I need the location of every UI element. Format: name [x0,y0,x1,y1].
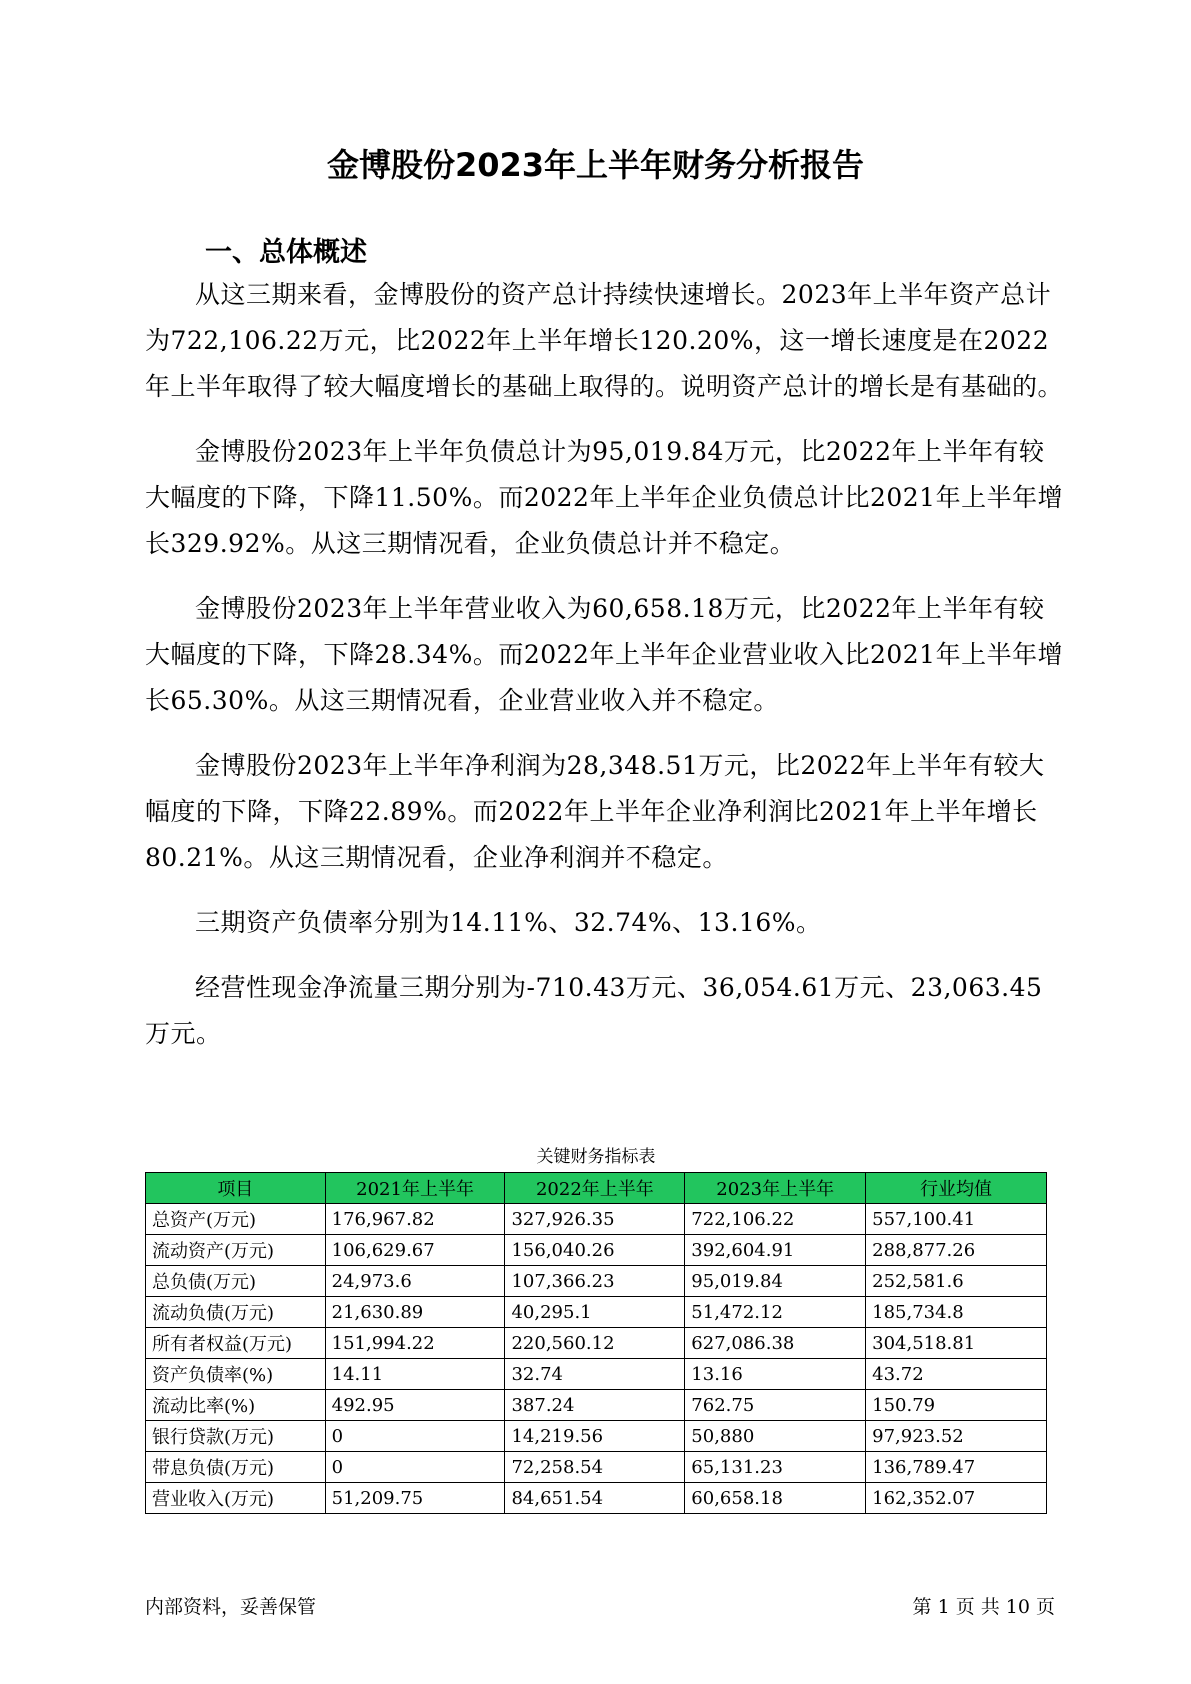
table-row [146,1483,1047,1514]
cell: 32.74 [505,1359,685,1390]
cell: 304,518.81 [866,1328,1047,1359]
cell: 387.24 [505,1390,685,1421]
cell: 722,106.22 [685,1204,866,1235]
cell: 14.11 [325,1359,505,1390]
cell: 72,258.54 [505,1452,685,1483]
cell: 50,880 [685,1421,866,1452]
table-header-row [146,1173,1047,1204]
cell: 627,086.38 [685,1328,866,1359]
cell: 0 [325,1421,505,1452]
cell: 107,366.23 [505,1266,685,1297]
paragraph-net-profit: 金博股份2023年上半年净利润为28,348.51万元，比2022年上半年有较大幅度的下降，下降22.89%。而2022年上半年企业净利润比2021年上半年增长80.21%。从这三期情况看，企业净利润并不稳定。 [145,751,1045,872]
table-row [146,1452,1047,1483]
cell: 392,604.91 [685,1235,866,1266]
section-heading: 一、总体概述 [205,237,367,268]
cell: 所有者权益(万元) [146,1328,326,1359]
cell: 150.79 [866,1390,1047,1421]
cell: 51,209.75 [325,1483,505,1514]
cell: 51,472.12 [685,1297,866,1328]
header-2023h1: 2023年上半年 [685,1173,866,1204]
cell: 185,734.8 [866,1297,1047,1328]
cell: 136,789.47 [866,1452,1047,1483]
cell: 327,926.35 [505,1204,685,1235]
paragraph-cash-flow: 经营性现金净流量三期分别为-710.43万元、36,054.61万元、23,063.45万元。 [145,973,1043,1048]
cell: 557,100.41 [866,1204,1047,1235]
cell: 176,967.82 [325,1204,505,1235]
cell: 40,295.1 [505,1297,685,1328]
header-industry-average: 行业均值 [866,1173,1047,1204]
cell: 492.95 [325,1390,505,1421]
footer-page-number: 第 1 页 共 10 页 [912,1596,1055,1618]
cell: 13.16 [685,1359,866,1390]
cell: 资产负债率(%) [146,1359,326,1390]
cell: 流动负债(万元) [146,1297,326,1328]
table-row [146,1421,1047,1452]
cell: 43.72 [866,1359,1047,1390]
table-row [146,1204,1047,1235]
cell: 营业收入(万元) [146,1483,326,1514]
table-row [146,1390,1047,1421]
cell: 220,560.12 [505,1328,685,1359]
paragraph-revenue: 金博股份2023年上半年营业收入为60,658.18万元，比2022年上半年有较大幅度的下降，下降28.34%。而2022年上半年企业营业收入比2021年上半年增长65.30%。从这三期情况看，企业营业收入并不稳定。 [145,594,1064,715]
table-row [146,1328,1047,1359]
header-2021h1: 2021年上半年 [325,1173,505,1204]
cell: 21,630.89 [325,1297,505,1328]
paragraph-liabilities: 金博股份2023年上半年负债总计为95,019.84万元，比2022年上半年有较大幅度的下降，下降11.50%。而2022年上半年企业负债总计比2021年上半年增长329.92%。从这三期情况看，企业负债总计并不稳定。 [145,437,1064,558]
cell: 84,651.54 [505,1483,685,1514]
footer-confidential-note: 内部资料，妥善保管 [145,1596,317,1618]
paragraph-assets: 从这三期来看，金博股份的资产总计持续快速增长。2023年上半年资产总计为722,106.22万元，比2022年上半年增长120.20%，这一增长速度是在2022年上半年取得了较大幅度增长的基础上取得的。说明资产总计的增长是有基础的。 [145,280,1064,401]
table-row [146,1266,1047,1297]
cell: 总负债(万元) [146,1266,326,1297]
cell: 流动比率(%) [146,1390,326,1421]
cell: 24,973.6 [325,1266,505,1297]
cell: 106,629.67 [325,1235,505,1266]
table-row [146,1359,1047,1390]
table-caption: 关键财务指标表 [536,1147,656,1167]
financial-indicators-table [145,1172,1047,1514]
cell: 288,877.26 [866,1235,1047,1266]
cell: 带息负债(万元) [146,1452,326,1483]
cell: 252,581.6 [866,1266,1047,1297]
cell: 95,019.84 [685,1266,866,1297]
cell: 总资产(万元) [146,1204,326,1235]
header-2022h1: 2022年上半年 [505,1173,685,1204]
cell: 65,131.23 [685,1452,866,1483]
cell: 162,352.07 [866,1483,1047,1514]
table-row [146,1297,1047,1328]
cell: 60,658.18 [685,1483,866,1514]
cell: 97,923.52 [866,1421,1047,1452]
page-title: 金博股份2023年上半年财务分析报告 [326,146,865,184]
paragraph-debt-ratio: 三期资产负债率分别为14.11%、32.74%、13.16%。 [195,908,822,937]
cell: 14,219.56 [505,1421,685,1452]
cell: 762.75 [685,1390,866,1421]
table-row [146,1235,1047,1266]
header-item: 项目 [146,1173,326,1204]
cell: 151,994.22 [325,1328,505,1359]
cell: 流动资产(万元) [146,1235,326,1266]
cell: 156,040.26 [505,1235,685,1266]
cell: 0 [325,1452,505,1483]
cell: 银行贷款(万元) [146,1421,326,1452]
body-text [145,272,1065,1076]
